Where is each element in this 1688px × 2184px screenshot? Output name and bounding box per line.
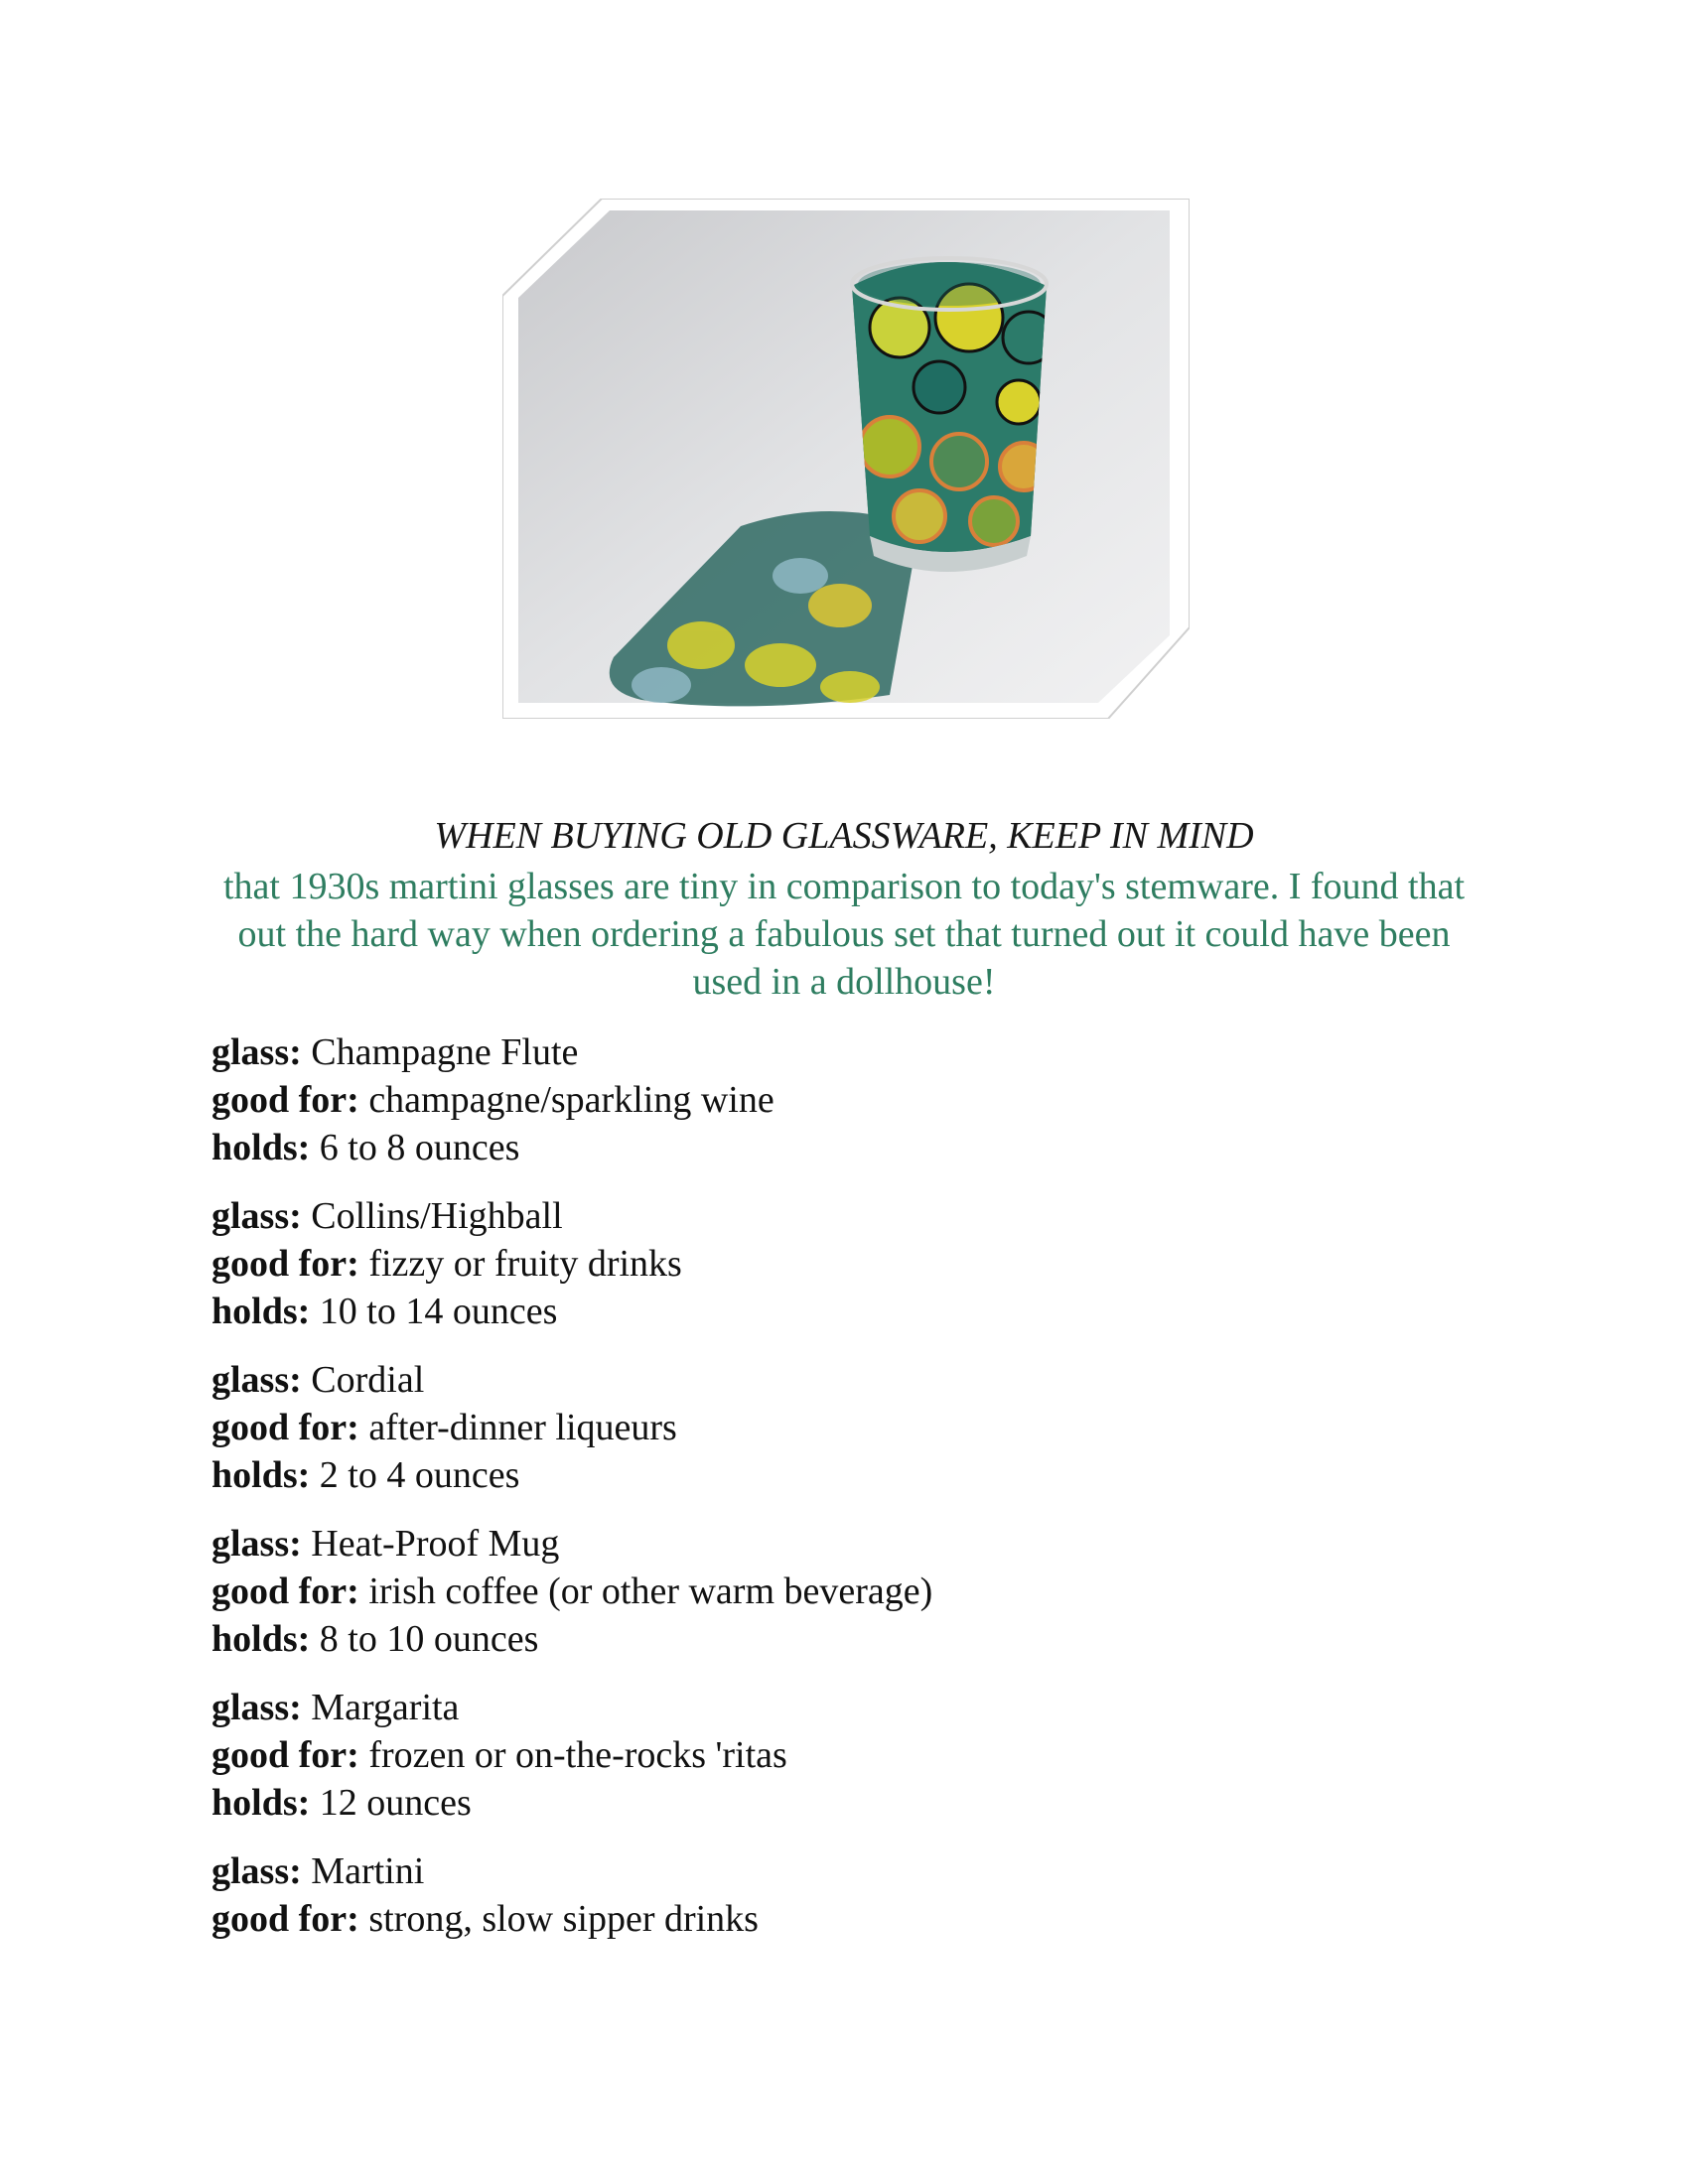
holds-value: 6 to 8 ounces — [319, 1127, 520, 1168]
good-for-label: good for: — [211, 1570, 359, 1612]
glass-label: glass: — [211, 1523, 302, 1565]
glass-name: Cordial — [311, 1359, 425, 1401]
good-for-label: good for: — [211, 1898, 359, 1940]
glass-name: Heat-Proof Mug — [311, 1523, 560, 1565]
holds-label: holds: — [211, 1454, 311, 1496]
holds-label: holds: — [211, 1782, 311, 1824]
holds-value: 12 ounces — [319, 1782, 472, 1824]
glass-entry-cordial — [211, 1356, 1502, 1499]
glass-entry-margarita — [211, 1684, 1502, 1827]
good-for-value: after-dinner liqueurs — [368, 1407, 677, 1448]
glass-label: glass: — [211, 1359, 302, 1401]
good-for-label: good for: — [211, 1407, 359, 1448]
holds-value: 10 to 14 ounces — [319, 1291, 558, 1332]
good-for-value: strong, slow sipper drinks — [368, 1898, 759, 1940]
glass-label: glass: — [211, 1687, 302, 1728]
glass-label: glass: — [211, 1031, 302, 1073]
glass-name: Martini — [311, 1850, 425, 1892]
good-for-label: good for: — [211, 1079, 359, 1121]
glass-name: Margarita — [311, 1687, 460, 1728]
good-for-label: good for: — [211, 1734, 359, 1776]
glass-entry-collins-highball — [211, 1192, 1502, 1335]
good-for-label: good for: — [211, 1243, 359, 1285]
glass-label: glass: — [211, 1850, 302, 1892]
glass-entry-champagne-flute — [211, 1028, 1502, 1171]
good-for-value: irish coffee (or other warm beverage) — [368, 1570, 933, 1612]
glassware-note: that 1930s martini glasses are tiny in comparison to today's stemware. I found that out the hard way when ordering a fabulous set that turned out it could have been used in a dollhouse! — [222, 866, 1466, 1003]
tumbler-glass-image — [502, 199, 1190, 719]
glass-entry-martini — [211, 1847, 1502, 1943]
holds-value: 8 to 10 ounces — [319, 1618, 539, 1660]
holds-label: holds: — [211, 1291, 311, 1332]
good-for-value: fizzy or fruity drinks — [368, 1243, 682, 1285]
holds-label: holds: — [211, 1127, 311, 1168]
glassware-photo — [502, 199, 1190, 719]
holds-label: holds: — [211, 1618, 311, 1660]
section-heading: WHEN BUYING OLD GLASSWARE, KEEP IN MIND — [434, 815, 1254, 857]
good-for-value: champagne/sparkling wine — [368, 1079, 774, 1121]
glass-label: glass: — [211, 1195, 302, 1237]
holds-value: 2 to 4 ounces — [319, 1454, 520, 1496]
glass-name: Champagne Flute — [311, 1031, 579, 1073]
glass-list — [211, 1028, 1502, 1964]
glass-entry-heat-proof-mug — [211, 1520, 1502, 1663]
glass-name: Collins/Highball — [311, 1195, 563, 1237]
good-for-value: frozen or on-the-rocks 'ritas — [368, 1734, 787, 1776]
